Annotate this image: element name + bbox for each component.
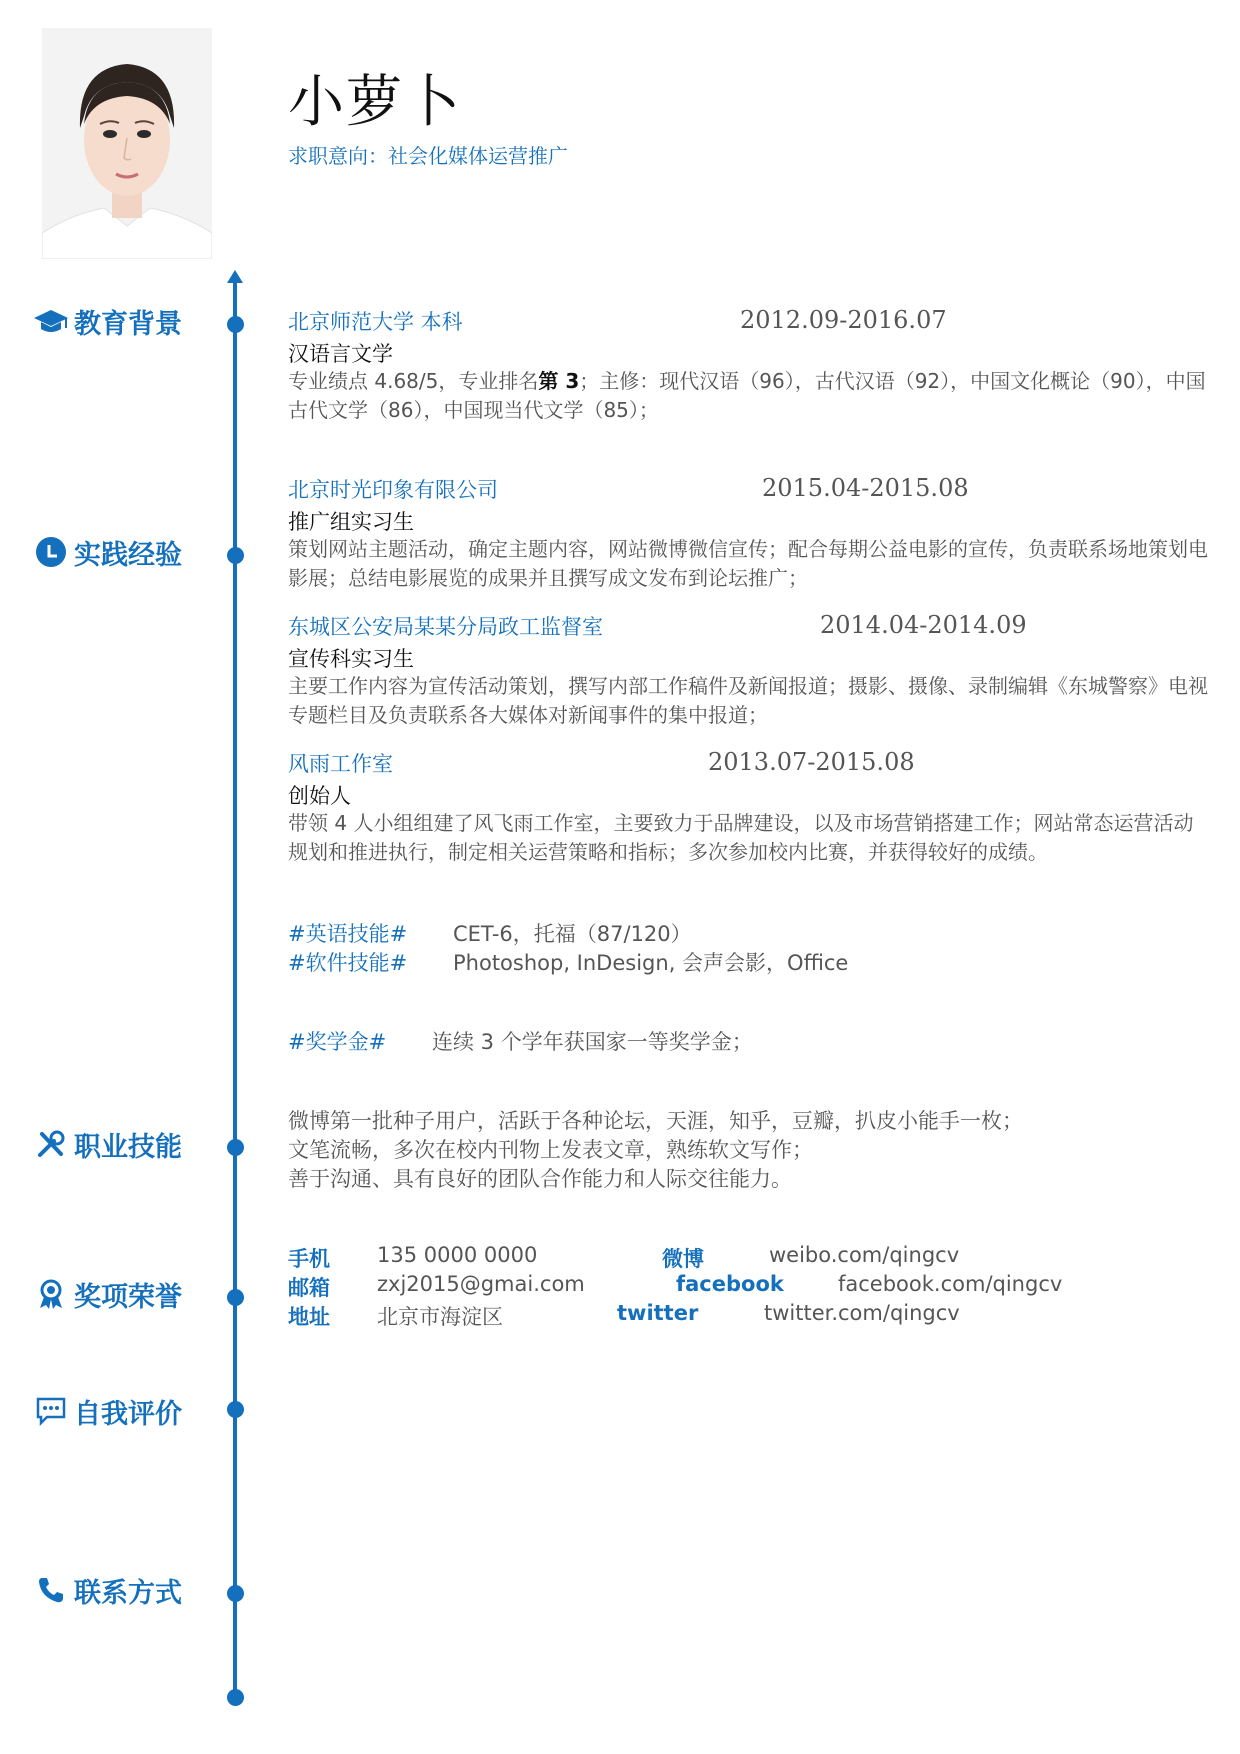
education-date: 2012.09-2016.07 bbox=[740, 306, 947, 334]
award-value: 连续 3 个学年获国家一等奖学金； bbox=[432, 1030, 753, 1054]
section-education bbox=[32, 303, 232, 339]
contact-email-label: 邮箱 bbox=[288, 1276, 330, 1300]
experience-date: 2014.04-2014.09 bbox=[820, 611, 1027, 639]
contact-address: 北京市海淀区 bbox=[377, 1305, 503, 1329]
section-label: 职业技能 bbox=[74, 1131, 182, 1163]
experience-date: 2015.04-2015.08 bbox=[762, 474, 969, 502]
education-desc-text: ；主修：现代汉语（96），古代汉语（92），中国文化概论（90），中国古代文学（86），中国现当代文学（85）； bbox=[288, 369, 1206, 422]
skill-value: CET-6，托福（87/120） bbox=[453, 922, 692, 946]
contact-address-label: 地址 bbox=[288, 1305, 330, 1329]
skill-key: #软件技能# bbox=[288, 951, 408, 975]
self-eval-line: 文笔流畅，多次在校内刊物上发表文章，熟练软文写作； bbox=[288, 1138, 813, 1162]
experience-role: 创始人 bbox=[288, 784, 351, 808]
candidate-name: 小萝卜 bbox=[288, 70, 462, 135]
section-self-eval bbox=[32, 1393, 232, 1429]
section-label: 自我评价 bbox=[74, 1398, 182, 1430]
section-contact bbox=[32, 1572, 232, 1608]
phone-icon bbox=[32, 1572, 70, 1608]
graduation-cap-icon bbox=[32, 303, 70, 339]
section-label: 联系方式 bbox=[74, 1577, 182, 1609]
skill-key: #英语技能# bbox=[288, 922, 408, 946]
education-desc-text: 专业绩点 4.68/5，专业排名 bbox=[288, 369, 539, 393]
experience-description: 主要工作内容为宣传活动策划，撰写内部工作稿件及新闻报道；摄影、摄像、录制编辑《东城警察》电视专题栏目及负责联系各大媒体对新闻事件的集中报道； bbox=[288, 674, 1208, 727]
section-label: 教育背景 bbox=[74, 308, 182, 340]
contact-phone: 135 0000 0000 bbox=[377, 1243, 538, 1267]
experience-description: 带领 4 人小组组建了风飞雨工作室，主要致力于品牌建设，以及市场营销搭建工作；网站常态运营活动规划和推进执行，制定相关运营策略和指标；多次参加校内比赛，并获得较好的成绩。 bbox=[288, 811, 1194, 864]
chat-icon bbox=[32, 1393, 70, 1429]
education-rank: 第 3 bbox=[538, 369, 580, 393]
contact-phone-label: 手机 bbox=[288, 1247, 330, 1271]
contact-twitter[interactable]: twitter.com/qingcv bbox=[764, 1301, 960, 1325]
section-label: 实践经验 bbox=[74, 539, 182, 571]
education-major: 汉语言文学 bbox=[288, 342, 393, 366]
clock-icon bbox=[32, 534, 70, 570]
section-awards bbox=[32, 1276, 232, 1312]
education-description bbox=[288, 367, 1208, 425]
section-experience bbox=[32, 534, 232, 570]
experience-role: 宣传科实习生 bbox=[288, 647, 414, 671]
section-label: 奖项荣誉 bbox=[74, 1281, 182, 1313]
experience-description: 策划网站主题活动，确定主题内容，网站微博微信宣传；配合每期公益电影的宣传，负责联系场地策划电影展；总结电影展览的成果并且撰写成文发布到论坛推广； bbox=[288, 537, 1208, 590]
section-skills bbox=[32, 1126, 232, 1162]
self-eval-line: 微博第一批种子用户，活跃于各种论坛，天涯，知乎，豆瓣，扒皮小能手一枚； bbox=[288, 1109, 1023, 1133]
contact-facebook[interactable]: facebook.com/qingcv bbox=[838, 1272, 1063, 1296]
timeline-dot bbox=[227, 1689, 244, 1706]
experience-org: 北京时光印象有限公司 bbox=[288, 478, 498, 502]
job-intent: 求职意向：社会化媒体运营推广 bbox=[288, 144, 568, 168]
skill-value: Photoshop, InDesign, 会声会影，Office bbox=[453, 951, 849, 975]
award-icon bbox=[32, 1276, 70, 1312]
award-key: #奖学金# bbox=[288, 1030, 387, 1054]
experience-date: 2013.07-2015.08 bbox=[708, 748, 915, 776]
contact-facebook-label: facebook bbox=[676, 1272, 784, 1296]
contact-twitter-label: twitter bbox=[617, 1301, 699, 1325]
tools-icon bbox=[32, 1126, 70, 1162]
timeline-line bbox=[233, 282, 237, 1696]
education-school: 北京师范大学 本科 bbox=[288, 310, 463, 334]
experience-org: 东城区公安局某某分局政工监督室 bbox=[288, 615, 603, 639]
contact-email[interactable]: zxj2015@gmai.com bbox=[377, 1272, 585, 1296]
experience-role: 推广组实习生 bbox=[288, 510, 414, 534]
profile-photo bbox=[42, 28, 212, 259]
contact-weibo[interactable]: weibo.com/qingcv bbox=[769, 1243, 960, 1267]
self-eval-line: 善于沟通、具有良好的团队合作能力和人际交往能力。 bbox=[288, 1167, 792, 1191]
portrait-image bbox=[42, 28, 212, 259]
experience-org: 风雨工作室 bbox=[288, 752, 393, 776]
contact-weibo-label: 微博 bbox=[662, 1247, 704, 1271]
